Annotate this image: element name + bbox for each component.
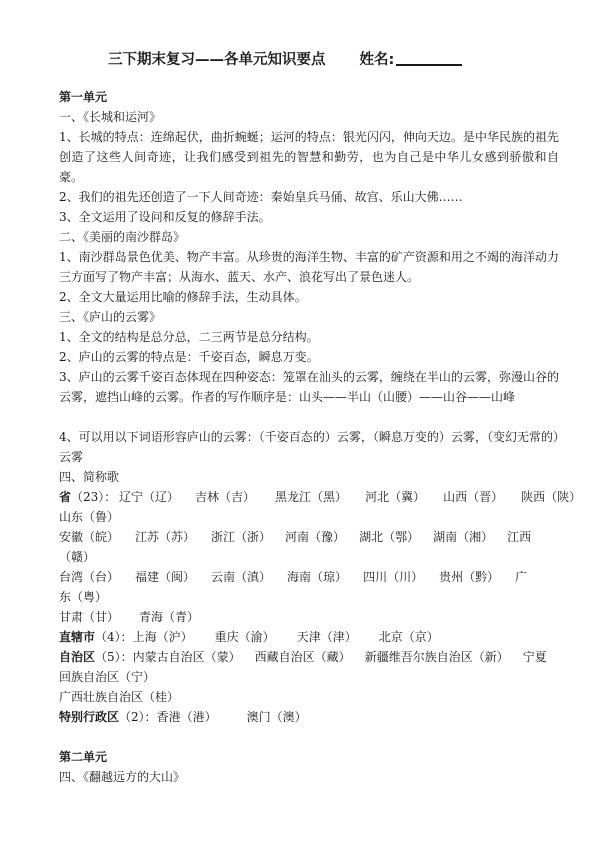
autonomous-row [59,647,559,667]
autonomous-item: 回族自治区（宁） [59,670,156,684]
province-item: 东（粤） [59,590,108,604]
province-item: 广 [515,570,528,584]
lesson1-point3: 3、全文运用了设问和反复的修辞手法。 [59,210,271,224]
municipality-item: 重庆（渝） [214,630,275,644]
provinces-row [59,567,559,587]
province-item: 云南（滇） [211,570,272,584]
lesson3-point3: 3、庐山的云雾千姿百态体现在四种姿态：笼罩在汕头的云雾，缠绕在半山的云雾，弥漫山谷的云雾，遮挡山峰的云雾。作者的写作顺序是：山头——半山（山腰）——山谷——山峰 [59,370,559,404]
province-item: 海南（琼） [287,570,348,584]
lesson3-point1: 1、全文的结构是总分总，二三两节是总分结构。 [59,330,319,344]
title-text: 三下期末复习——各单元知识要点 [108,52,326,68]
province-item: 贵州（黔） [439,570,500,584]
provinces-row: 省 （23）： 辽宁（辽） 吉林（吉） 黑龙江（黑） 河北（冀） 山西（晋） 陕西（陕） [59,487,559,507]
unit2-lesson4-title: 四、《翻越远方的大山》 [59,770,186,784]
lesson2-point2: 2、全文大量运用比喻的修辞手法，生动具体。 [59,290,307,304]
autonomous-label: 自治区 [59,650,96,664]
lesson2-title: 二、《美丽的南沙群岛》 [59,230,186,244]
municipality-item: 天津（津） [296,630,357,644]
municipalities-label: 直辖市 [59,630,96,644]
province-item: 吉林（吉） [195,490,256,504]
autonomous-count: （5）： [95,650,133,664]
municipality-item: 上海（沪） [132,630,193,644]
province-item: 陕西（陕） [521,490,582,504]
province-item: 浙江（浙） [211,530,272,544]
province-item: 辽宁（辽） [119,490,180,504]
autonomous-item: 内蒙古自治区（蒙） [132,650,241,664]
municipality-item: 北京（京） [378,630,439,644]
lesson3-point2: 2、庐山的云雾的特点是：千姿百态，瞬息万变。 [59,350,319,364]
autonomous-item: 西藏自治区（藏） [254,650,351,664]
autonomous-item: 宁夏 [522,650,547,664]
province-item: 山西（晋） [443,490,504,504]
spacer [59,727,559,747]
province-item: 台湾（台） [59,570,120,584]
lesson3-point4: 4、可以用以下词语形容庐山的云雾：（千姿百态的）云雾，（瞬息万变的）云雾，（变幻无常的）云雾 [59,430,559,464]
lesson3-title: 三、《庐山的云雾》 [59,310,162,324]
sar-count: （2）： [119,710,157,724]
autonomous-item: 广西壮族自治区（桂） [59,690,180,704]
province-item: 山东（鲁） [59,510,120,524]
lesson1-title: 一、《长城和运河》 [59,110,162,124]
provinces-row [59,607,559,627]
lesson1-point1: 1、长城的特点：连绵起伏，曲折蜿蜒；运河的特点：银光闪闪，伸向天边。是中华民族的祖先创造了这些人间奇迹，让我们感受到祖先的智慧和勤劳，也为自己是中华儿女感到骄傲和自豪。 [59,130,559,184]
province-item: 湖北（鄂） [359,530,420,544]
unit2-heading: 第二单元 [59,750,108,764]
province-item: 河北（冀） [365,490,426,504]
lesson2-point1: 1、南沙群岛景色优美、物产丰富。从珍贵的海洋生物、丰富的矿产资源和用之不竭的海洋动力三方面写了物产丰富；从海水、蓝天、水产、浪花写出了景色迷人。 [59,250,559,284]
provinces-label: 省 [59,490,72,504]
province-item: 江西 [507,530,532,544]
province-item: 四川（川） [363,570,424,584]
sar-item: 澳门（澳） [246,710,307,724]
provinces-row [59,527,559,547]
unit1-heading: 第一单元 [59,90,108,104]
province-item: 青海（青） [139,610,200,624]
province-item: 黑龙江（黑） [275,490,348,504]
lesson4-title: 四、简称歌 [59,470,120,484]
province-item: 福建（闽） [135,570,196,584]
municipalities-count: （4）： [95,630,133,644]
province-item: 河南（豫） [285,530,346,544]
sar-label: 特别行政区 [59,710,120,724]
province-item: 江苏（苏） [135,530,196,544]
spacer [59,407,559,427]
document-title [108,48,568,69]
document-body [59,87,582,787]
province-item: （赣） [59,550,96,564]
province-item: 湖南（湘） [433,530,494,544]
name-label: 姓名: [359,52,395,68]
municipalities-row [59,627,559,647]
sar-item: 香港（港） [156,710,217,724]
sar-row [59,707,559,727]
province-item: 安徽（皖） [59,530,120,544]
name-blank-line [396,50,462,66]
province-item: 甘肃（甘） [59,610,120,624]
lesson1-point2: 2、我们的祖先还创造了一下人间奇迹：秦始皇兵马俑、故宫、乐山大佛…… [59,190,463,204]
autonomous-item: 新疆维吾尔族自治区（新） [364,650,509,664]
